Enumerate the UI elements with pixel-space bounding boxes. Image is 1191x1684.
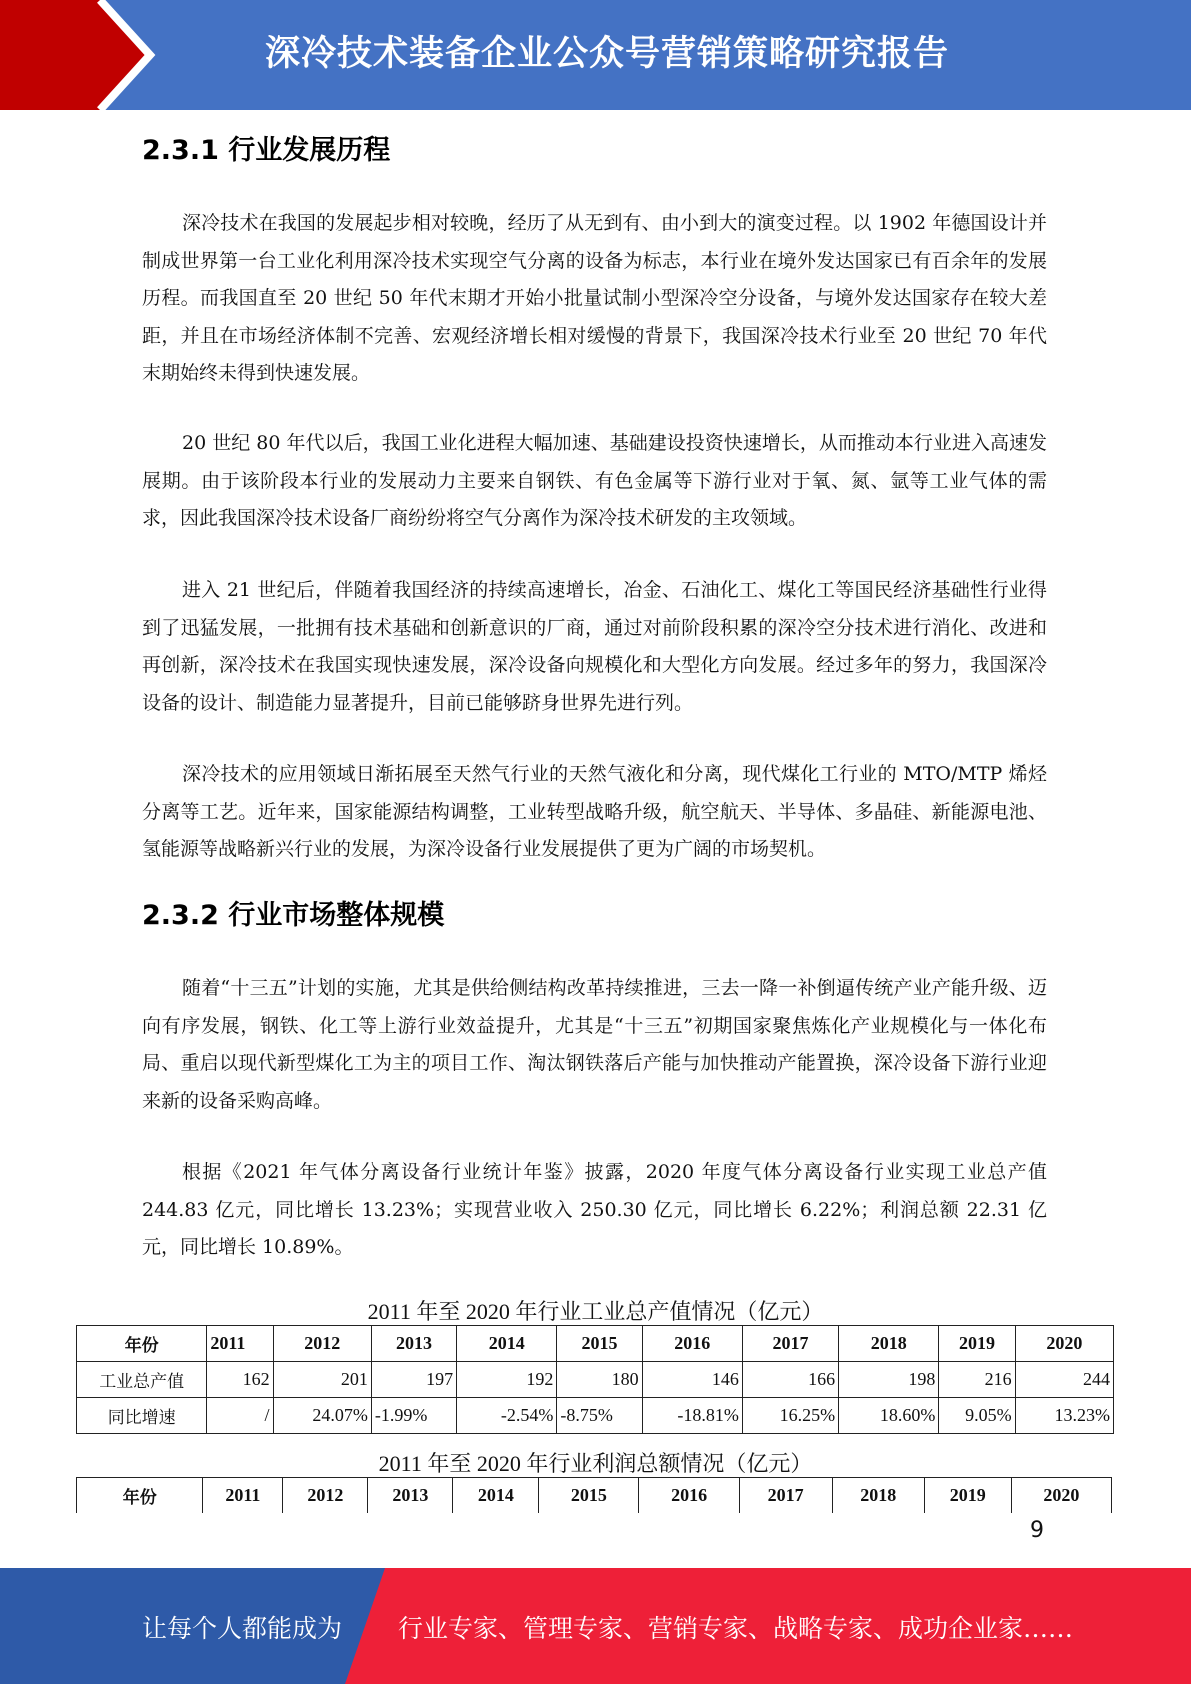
table-cell: -18.81% — [642, 1398, 742, 1434]
year-cell: 2011 — [203, 1478, 283, 1514]
year-cell: 2011 — [207, 1326, 273, 1362]
page-number: 9 — [1030, 1518, 1044, 1543]
row-label: 同比增速 — [77, 1398, 207, 1434]
table-cell: 198 — [839, 1362, 939, 1398]
paragraph: 20 世纪 80 年代以后，我国工业化进程大幅加速、基础建设投资快速增长，从而推动本行业进入高速发展期。由于该阶段本行业的发展动力主要来自钢铁、有色金属等下游行业对于氧、氮、氩等工业气体的需求，因此我国深冷技术设备厂商纷纷将空气分离作为深冷技术研发的主攻领域。 — [142, 432, 1047, 529]
row-label: 工业总产值 — [77, 1362, 207, 1398]
table-cell: 216 — [939, 1362, 1015, 1398]
year-cell: 2013 — [371, 1326, 456, 1362]
paragraph: 进入 21 世纪后，伴随着我国经济的持续高速增长，冶金、石油化工、煤化工等国民经济基础性行业得到了迅猛发展，一批拥有技术基础和创新意识的厂商，通过对前阶段积累的深冷空分技术进行消化、改进和再创新，深冷技术在我国实现快速发展，深冷设备向规模化和大型化方向发展。经过多年的努力，我国深冷设备的设计、制造能力显著提升，目前已能够跻身世界先进行列。 — [142, 579, 1047, 714]
table-caption-output: 2011 年至 2020 年行业工业总产值情况（亿元） — [367, 1299, 824, 1324]
footer-slogan-right: 行业专家、管理专家、营销专家、战略专家、成功企业家…… — [398, 1614, 1074, 1643]
table-cell: 18.60% — [839, 1398, 939, 1434]
profit-table-clip — [76, 1477, 1116, 1513]
year-cell: 2020 — [1015, 1326, 1113, 1362]
table-cell: 146 — [642, 1362, 742, 1398]
year-cell: 2014 — [453, 1478, 539, 1514]
year-cell: 2016 — [642, 1326, 742, 1362]
table-corner-label: 年份 — [77, 1326, 207, 1362]
header-banner — [0, 0, 1191, 110]
table-cell: / — [207, 1398, 273, 1434]
table-cell: 192 — [457, 1362, 557, 1398]
table-cell: 201 — [273, 1362, 371, 1398]
year-cell: 2015 — [557, 1326, 642, 1362]
year-cell: 2012 — [273, 1326, 371, 1362]
table-cell: 197 — [371, 1362, 456, 1398]
section-heading-2-3-2: 2.3.2 行业市场整体规模 — [142, 900, 445, 931]
year-cell: 2014 — [457, 1326, 557, 1362]
table-cell: -2.54% — [457, 1398, 557, 1434]
year-cell: 2018 — [832, 1478, 924, 1514]
paragraph: 深冷技术在我国的发展起步相对较晚，经历了从无到有、由小到大的演变过程。以 1902 年德国设计并制成世界第一台工业化利用深冷技术实现空气分离的设备为标志，本行业在境外发达国家已有百余年的发展历程。而我国直至 20 世纪 50 年代末期才开始小批量试制小型深冷空分设备，与境外发达国家存在较大差距，并且在市场经济体制不完善、宏观经济增长相对缓慢的背景下，我国深冷技术行业至 20 世纪 70 年代末期始终未得到快速发展。 — [142, 212, 1047, 384]
year-cell: 2016 — [639, 1478, 739, 1514]
year-cell: 2017 — [742, 1326, 838, 1362]
table-cell: 16.25% — [742, 1398, 838, 1434]
paragraph: 随着“十三五”计划的实施，尤其是供给侧结构改革持续推进，三去一降一补倒逼传统产业产能升级、迈向有序发展，钢铁、化工等上游行业效益提升，尤其是“十三五”初期国家聚焦炼化产业规模化与一体化布局、重启以现代新型煤化工为主的项目工作、淘汰钢铁落后产能与加快推动产能置换，深冷设备下游行业迎来新的设备采购高峰。 — [142, 977, 1047, 1112]
table-cell: 180 — [557, 1362, 642, 1398]
table-cell: -8.75% — [557, 1398, 642, 1434]
table-cell: 13.23% — [1015, 1398, 1113, 1434]
table-caption-profit: 2011 年至 2020 年行业利润总额情况（亿元） — [378, 1451, 813, 1476]
year-cell: 2013 — [368, 1478, 453, 1514]
year-cell: 2019 — [924, 1478, 1011, 1514]
year-cell: 2017 — [739, 1478, 832, 1514]
year-cell: 2019 — [939, 1326, 1015, 1362]
year-cell: 2012 — [283, 1478, 368, 1514]
table-cell: 9.05% — [939, 1398, 1015, 1434]
paragraph: 深冷技术的应用领域日渐拓展至天然气行业的天然气液化和分离，现代煤化工行业的 MTO/MTP 烯烃分离等工艺。近年来，国家能源结构调整，工业转型战略升级，航空航天、半导体、多晶硅、新能源电池、氢能源等战略新兴行业的发展，为深冷设备行业发展提供了更为广阔的市场契机。 — [142, 763, 1047, 860]
section-heading-2-3-1: 2.3.1 行业发展历程 — [142, 135, 391, 166]
table-cell: -1.99% — [371, 1398, 456, 1434]
table-header-row — [77, 1326, 1114, 1362]
report-title: 深冷技术装备企业公众号营销策略研究报告 — [265, 34, 950, 74]
footer-slogan-left: 让每个人都能成为 — [142, 1614, 343, 1643]
table-row — [77, 1398, 1114, 1434]
chevron-arrow-icon — [0, 0, 160, 110]
output-value-table — [76, 1325, 1114, 1434]
table-corner-label: 年份 — [77, 1478, 203, 1514]
table-cell: 166 — [742, 1362, 838, 1398]
table-cell: 244 — [1015, 1362, 1113, 1398]
table-cell: 162 — [207, 1362, 273, 1398]
year-cell: 2020 — [1011, 1478, 1111, 1514]
year-cell: 2015 — [539, 1478, 639, 1514]
profit-table — [76, 1477, 1112, 1513]
table-header-row — [77, 1478, 1112, 1514]
year-cell: 2018 — [839, 1326, 939, 1362]
table-cell: 24.07% — [273, 1398, 371, 1434]
paragraph: 根据《2021 年气体分离设备行业统计年鉴》披露，2020 年度气体分离设备行业实现工业总产值 244.83 亿元，同比增长 13.23%；实现营业收入 250.30 亿元，同比增长 6.22%；利润总额 22.31 亿元，同比增长 10.89%。 — [142, 1161, 1047, 1258]
table-row — [77, 1362, 1114, 1398]
